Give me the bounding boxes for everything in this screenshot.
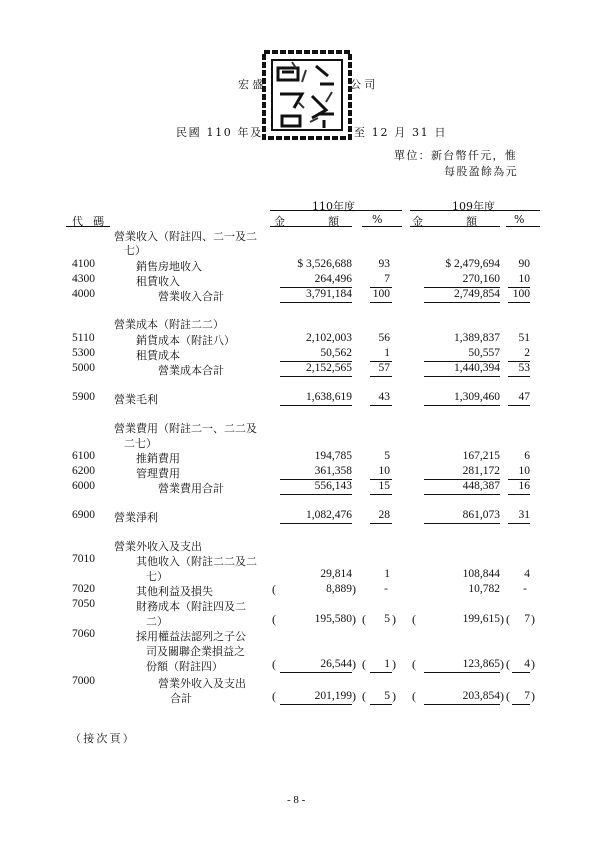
- row-code: 4000: [72, 288, 95, 300]
- row-code: 7050: [72, 598, 95, 610]
- row-amount-109: 270,160: [462, 273, 500, 285]
- row-pct-110: 1: [384, 347, 390, 359]
- negative-close-paren: ): [500, 657, 504, 671]
- row-amount-110: 556,143: [314, 480, 352, 492]
- row-amount-110: 2,102,003: [306, 332, 352, 344]
- negative-open-paren: (: [506, 657, 510, 671]
- row-label: 租賃收入: [136, 275, 180, 288]
- row-amount-109: $ 2,479,694: [445, 258, 500, 270]
- row-pct-109: 53: [518, 362, 530, 374]
- row-label: 銷售房地收入: [136, 260, 202, 273]
- row-code: 6000: [72, 480, 95, 492]
- row-amount-109: 2,749,854: [454, 288, 500, 300]
- row-pct-109: 4: [524, 658, 530, 670]
- negative-close-paren: ): [392, 612, 396, 626]
- underline: [424, 376, 500, 377]
- row-label: 租賃成本: [136, 349, 180, 362]
- row-pct-110: 56: [378, 332, 390, 344]
- row-code: 5000: [72, 362, 95, 374]
- section-operating-expenses: 營業費用（附註二一、二二及: [114, 422, 257, 435]
- row-pct-110: 57: [378, 362, 390, 374]
- row-amount-110: 264,496: [314, 273, 352, 285]
- underline: [370, 405, 392, 406]
- row-pct-110: 10: [378, 465, 390, 477]
- row-label: 財務成本（附註四及二: [136, 600, 246, 613]
- row-label: 其他收入（附註二二及二: [136, 555, 257, 568]
- row-amount-109: 203,854: [462, 690, 500, 702]
- row-amount-110: 29,814: [320, 568, 352, 580]
- row-pct-110: 28: [378, 509, 390, 521]
- underline: [424, 704, 500, 705]
- row-label-cont: 份額（附註四）: [146, 660, 223, 673]
- row-pct-109: 2: [524, 347, 530, 359]
- underline: [508, 523, 530, 524]
- row-amount-110: 8,889: [326, 583, 352, 595]
- period-right: 至 12 月 31 日: [354, 126, 448, 139]
- unit-line-2: 每股盈餘為元: [444, 165, 518, 178]
- page-number: - 8 -: [287, 794, 306, 806]
- row-amount-110: 1,082,476: [306, 509, 352, 521]
- year1-amount-rule: [270, 226, 352, 227]
- row-pct-109: 51: [518, 332, 530, 344]
- year1-amount-header: 金 額: [274, 215, 359, 228]
- row-label-cont: 七）: [146, 570, 168, 583]
- negative-open-paren: (: [412, 657, 416, 671]
- section-operating-revenue-cont: 七）: [124, 244, 146, 257]
- underline: [424, 672, 500, 673]
- negative-close-paren: ): [352, 582, 356, 596]
- row-code: 7060: [72, 628, 95, 640]
- row-pct-109: 6: [524, 450, 530, 462]
- row-pct-109: 100: [512, 288, 530, 300]
- underline: [280, 523, 352, 524]
- row-label-cont: 二）: [146, 615, 168, 628]
- underline: [508, 302, 530, 303]
- company-name-left: 宏盛: [238, 78, 267, 91]
- row-amount-109: 123,865: [462, 658, 500, 670]
- row-pct-110: 5: [384, 613, 390, 625]
- row-pct-109: 7: [524, 690, 530, 702]
- row-label: 營業費用合計: [158, 482, 224, 495]
- period-left: 民國 110 年及: [176, 126, 263, 139]
- negative-close-paren: ): [352, 657, 356, 671]
- underline: [280, 672, 352, 673]
- company-name-right: 公司: [350, 78, 379, 91]
- row-label: 銷貨成本（附註八）: [136, 334, 235, 347]
- row-amount-109: 448,387: [462, 480, 500, 492]
- underline: [280, 405, 352, 406]
- underline: [512, 704, 530, 705]
- row-amount-109: 108,844: [462, 568, 500, 580]
- row-pct-110: 1: [384, 658, 390, 670]
- row-pct-109: 31: [518, 509, 530, 521]
- row-amount-110: $ 3,526,688: [297, 258, 352, 270]
- underline: [424, 494, 500, 495]
- section-non-operating: 營業外收入及支出: [114, 540, 202, 553]
- row-pct-109: 4: [524, 568, 530, 580]
- row-pct-110: 100: [372, 288, 390, 300]
- negative-close-paren: ): [392, 689, 396, 703]
- row-label: 其他利益及損失: [136, 585, 213, 598]
- negative-close-paren: ): [352, 612, 356, 626]
- row-pct-110: -: [384, 583, 388, 595]
- row-pct-109: 16: [518, 480, 530, 492]
- row-amount-110: 195,580: [314, 613, 352, 625]
- row-amount-109: 861,073: [462, 509, 500, 521]
- underline: [424, 302, 500, 303]
- unit-line-1: 單位：新台幣仟元，惟: [394, 149, 518, 162]
- row-label: 推銷費用: [136, 452, 180, 465]
- row-amount-109: 50,557: [468, 347, 500, 359]
- row-amount-109: 1,389,837: [454, 332, 500, 344]
- underline: [280, 302, 352, 303]
- negative-open-paren: (: [272, 689, 276, 703]
- row-amount-110: 26,544: [320, 658, 352, 670]
- row-amount-110: 194,785: [314, 450, 352, 462]
- row-pct-109: -: [523, 583, 527, 595]
- row-code: 6100: [72, 450, 95, 462]
- negative-close-paren: ): [500, 689, 504, 703]
- row-code: 7020: [72, 583, 95, 595]
- row-pct-109: 47: [518, 391, 530, 403]
- row-pct-110: 5: [384, 450, 390, 462]
- row-code: 5900: [72, 391, 95, 403]
- row-amount-109: 1,440,394: [454, 362, 500, 374]
- underline: [370, 302, 392, 303]
- year1-header: 110年度: [312, 200, 355, 213]
- negative-open-paren: (: [506, 689, 510, 703]
- row-pct-109: 10: [518, 273, 530, 285]
- underline: [508, 376, 530, 377]
- underline: [508, 405, 530, 406]
- row-code: 4100: [72, 258, 95, 270]
- negative-open-paren: (: [272, 582, 276, 596]
- row-amount-109: 1,309,460: [454, 391, 500, 403]
- company-seal-stamp: [262, 50, 352, 140]
- underline: [512, 672, 530, 673]
- year2-rule: [410, 210, 540, 211]
- row-pct-109: 90: [518, 258, 530, 270]
- row-amount-109: 281,172: [462, 465, 500, 477]
- row-amount-110: 201,199: [314, 690, 352, 702]
- underline: [370, 494, 392, 495]
- underline: [280, 704, 352, 705]
- row-amount-110: 1,638,619: [306, 391, 352, 403]
- row-code: 7010: [72, 553, 95, 565]
- row-pct-110: 93: [378, 258, 390, 270]
- negative-close-paren: ): [531, 657, 535, 671]
- underline: [508, 494, 530, 495]
- row-amount-109: 10,782: [468, 583, 500, 595]
- section-operating-expenses-cont: 二七）: [124, 437, 157, 450]
- negative-close-paren: ): [531, 612, 535, 626]
- row-code: 6900: [72, 509, 95, 521]
- row-amount-110: 361,358: [314, 465, 352, 477]
- row-amount-110: 3,791,184: [306, 288, 352, 300]
- year2-amount-header: 金 額: [412, 215, 497, 228]
- negative-open-paren: (: [272, 612, 276, 626]
- year2-pct-rule: [506, 226, 540, 227]
- negative-close-paren: ): [531, 689, 535, 703]
- underline: [424, 523, 500, 524]
- row-label: 營業淨利: [114, 511, 158, 524]
- code-header-rule: [66, 226, 110, 227]
- underline: [280, 494, 352, 495]
- row-amount-109: 199,615: [462, 613, 500, 625]
- section-operating-revenue: 營業收入（附註四、二一及二: [114, 230, 257, 243]
- row-code: 6200: [72, 465, 95, 477]
- year1-pct-rule: [362, 226, 402, 227]
- row-code: 7000: [72, 675, 95, 687]
- row-label: 採用權益法認列之子公: [136, 630, 246, 643]
- negative-open-paren: (: [272, 657, 276, 671]
- row-pct-110: 1: [384, 568, 390, 580]
- row-pct-110: 15: [378, 480, 390, 492]
- row-code: 5110: [72, 332, 95, 344]
- negative-open-paren: (: [412, 612, 416, 626]
- negative-open-paren: (: [362, 689, 366, 703]
- row-pct-110: 5: [384, 690, 390, 702]
- row-pct-110: 7: [384, 273, 390, 285]
- underline: [370, 376, 392, 377]
- row-label: 營業毛利: [114, 393, 158, 406]
- underline: [280, 376, 352, 377]
- row-pct-110: 43: [378, 391, 390, 403]
- underline: [370, 704, 392, 705]
- negative-close-paren: ): [392, 657, 396, 671]
- negative-open-paren: (: [412, 689, 416, 703]
- row-code: 5300: [72, 347, 95, 359]
- negative-open-paren: (: [506, 612, 510, 626]
- row-label: 營業成本合計: [158, 364, 224, 377]
- section-operating-cost: 營業成本（附註二二）: [114, 318, 224, 331]
- year2-pct-header: %: [514, 213, 525, 226]
- underline: [370, 672, 392, 673]
- row-label-cont: 司及關聯企業損益之: [146, 645, 245, 658]
- row-pct-109: 10: [518, 465, 530, 477]
- negative-open-paren: (: [362, 612, 366, 626]
- code-header: 代 碼: [72, 215, 108, 228]
- year2-header: 109年度: [452, 200, 495, 213]
- row-code: 4300: [72, 273, 95, 285]
- year1-rule: [270, 210, 402, 211]
- underline: [370, 523, 392, 524]
- underline: [424, 405, 500, 406]
- continued-note: （接次頁）: [70, 732, 136, 745]
- row-label: 營業外收入及支出: [158, 677, 246, 690]
- row-label-cont: 合計: [170, 692, 192, 705]
- row-pct-109: 7: [524, 613, 530, 625]
- year1-pct-header: %: [372, 213, 383, 226]
- row-label: 營業收入合計: [158, 290, 224, 303]
- row-amount-110: 2,152,565: [306, 362, 352, 374]
- negative-close-paren: ): [352, 689, 356, 703]
- row-amount-109: 167,215: [462, 450, 500, 462]
- year2-amount-rule: [410, 226, 500, 227]
- negative-open-paren: (: [362, 657, 366, 671]
- negative-close-paren: ): [500, 612, 504, 626]
- row-label: 管理費用: [136, 467, 180, 480]
- row-amount-110: 50,562: [320, 347, 352, 359]
